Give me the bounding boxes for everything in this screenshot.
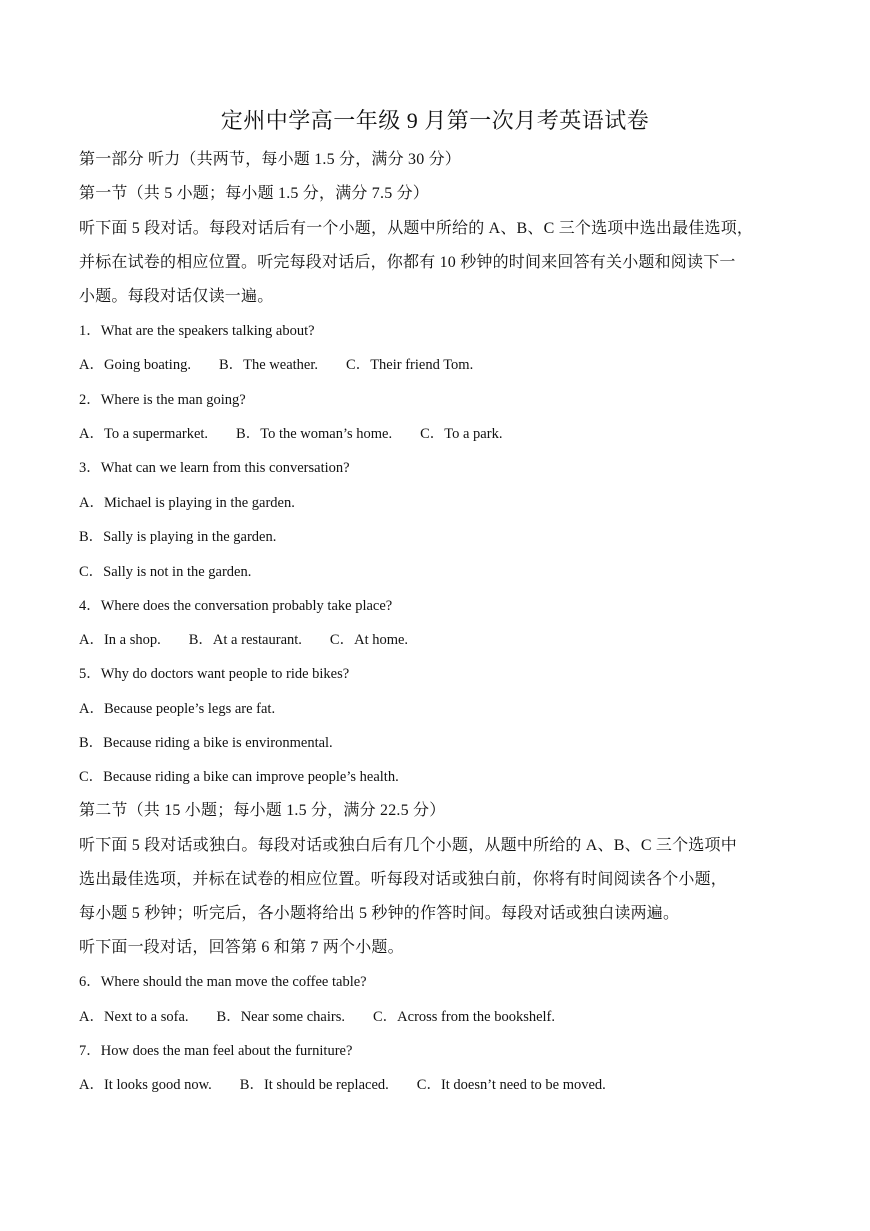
option-c: C．Their friend Tom. (346, 357, 474, 373)
section1-instruction-line: 小题。每段对话仅读一遍。 (79, 288, 274, 305)
option-a: A．To a supermarket. (79, 426, 209, 442)
option-a: A．Next to a sofa. (79, 1009, 189, 1025)
section1-instruction-line: 并标在试卷的相应位置。听完每段对话后，你都有 10 秒钟的时间来回答有关小题和阅读下一 (79, 254, 736, 271)
question-2: 2．Where is the man going? (79, 392, 246, 408)
page-title: 定州中学高一年级 9 月第一次月考英语试卷 (220, 108, 650, 133)
section2-instruction-line: 每小题 5 秒钟；听完后，各小题将给出 5 秒钟的作答时间。每段对话或独白读两遍。 (79, 905, 680, 922)
option-a: A．Michael is playing in the garden. (79, 495, 295, 511)
option-a: A．It looks good now. (79, 1077, 212, 1093)
option-c: C．Because riding a bike can improve people’s health. (79, 769, 399, 785)
question-3: 3．What can we learn from this conversation? (79, 460, 350, 476)
option-b: B．At a restaurant. (188, 632, 302, 648)
option-c: C．Sally is not in the garden. (79, 564, 252, 580)
option-a: A．Going boating. (79, 357, 191, 373)
question-1: 1．What are the speakers talking about? (79, 323, 315, 339)
section1-header: 第一节（共 5 小题；每小题 1.5 分，满分 7.5 分） (79, 185, 430, 202)
option-a: A．In a shop. (79, 632, 161, 648)
option-b: B．It should be replaced. (239, 1077, 389, 1093)
option-b: B．The weather. (218, 357, 319, 373)
option-b: B．To the woman’s home. (236, 426, 393, 442)
question-5: 5．Why do doctors want people to ride bikes? (79, 666, 350, 682)
section2-instruction-line: 选出最佳选项，并标在试卷的相应位置。听每段对话或独白前，你将有时间阅读各个小题， (79, 871, 728, 888)
option-a: A．Because people’s legs are fat. (79, 701, 276, 717)
part1-header: 第一部分 听力（共两节，每小题 1.5 分，满分 30 分） (79, 151, 462, 168)
option-c: C．At home. (329, 632, 409, 648)
option-b: B．Because riding a bike is environmental. (79, 735, 333, 751)
section2-header: 第二节（共 15 小题；每小题 1.5 分，满分 22.5 分） (79, 802, 446, 819)
question-1-options (79, 355, 473, 375)
question-4-options (79, 630, 408, 650)
question-6-options (79, 1007, 555, 1027)
dialogue-intro: 听下面一段对话，回答第 6 和第 7 两个小题。 (79, 939, 404, 956)
option-c: C．Across from the bookshelf. (372, 1009, 556, 1025)
option-b: B．Near some chairs. (216, 1009, 345, 1025)
question-2-options (79, 424, 502, 444)
option-b: B．Sally is playing in the garden. (79, 529, 277, 545)
question-7: 7．How does the man feel about the furniture? (79, 1043, 353, 1059)
section1-instruction-line: 听下面 5 段对话。每段对话后有一个小题，从题中所给的 A、B、C 三个选项中选出最佳选项， (79, 220, 754, 237)
option-c: C．It doesn’t need to be moved. (416, 1077, 606, 1093)
section2-instruction-line: 听下面 5 段对话或独白。每段对话或独白后有几个小题，从题中所给的 A、B、C 三个选项中 (79, 837, 737, 854)
question-7-options (79, 1075, 606, 1095)
question-6: 6．Where should the man move the coffee table? (79, 974, 367, 990)
option-c: C．To a park. (420, 426, 503, 442)
question-4: 4．Where does the conversation probably take place? (79, 598, 393, 614)
